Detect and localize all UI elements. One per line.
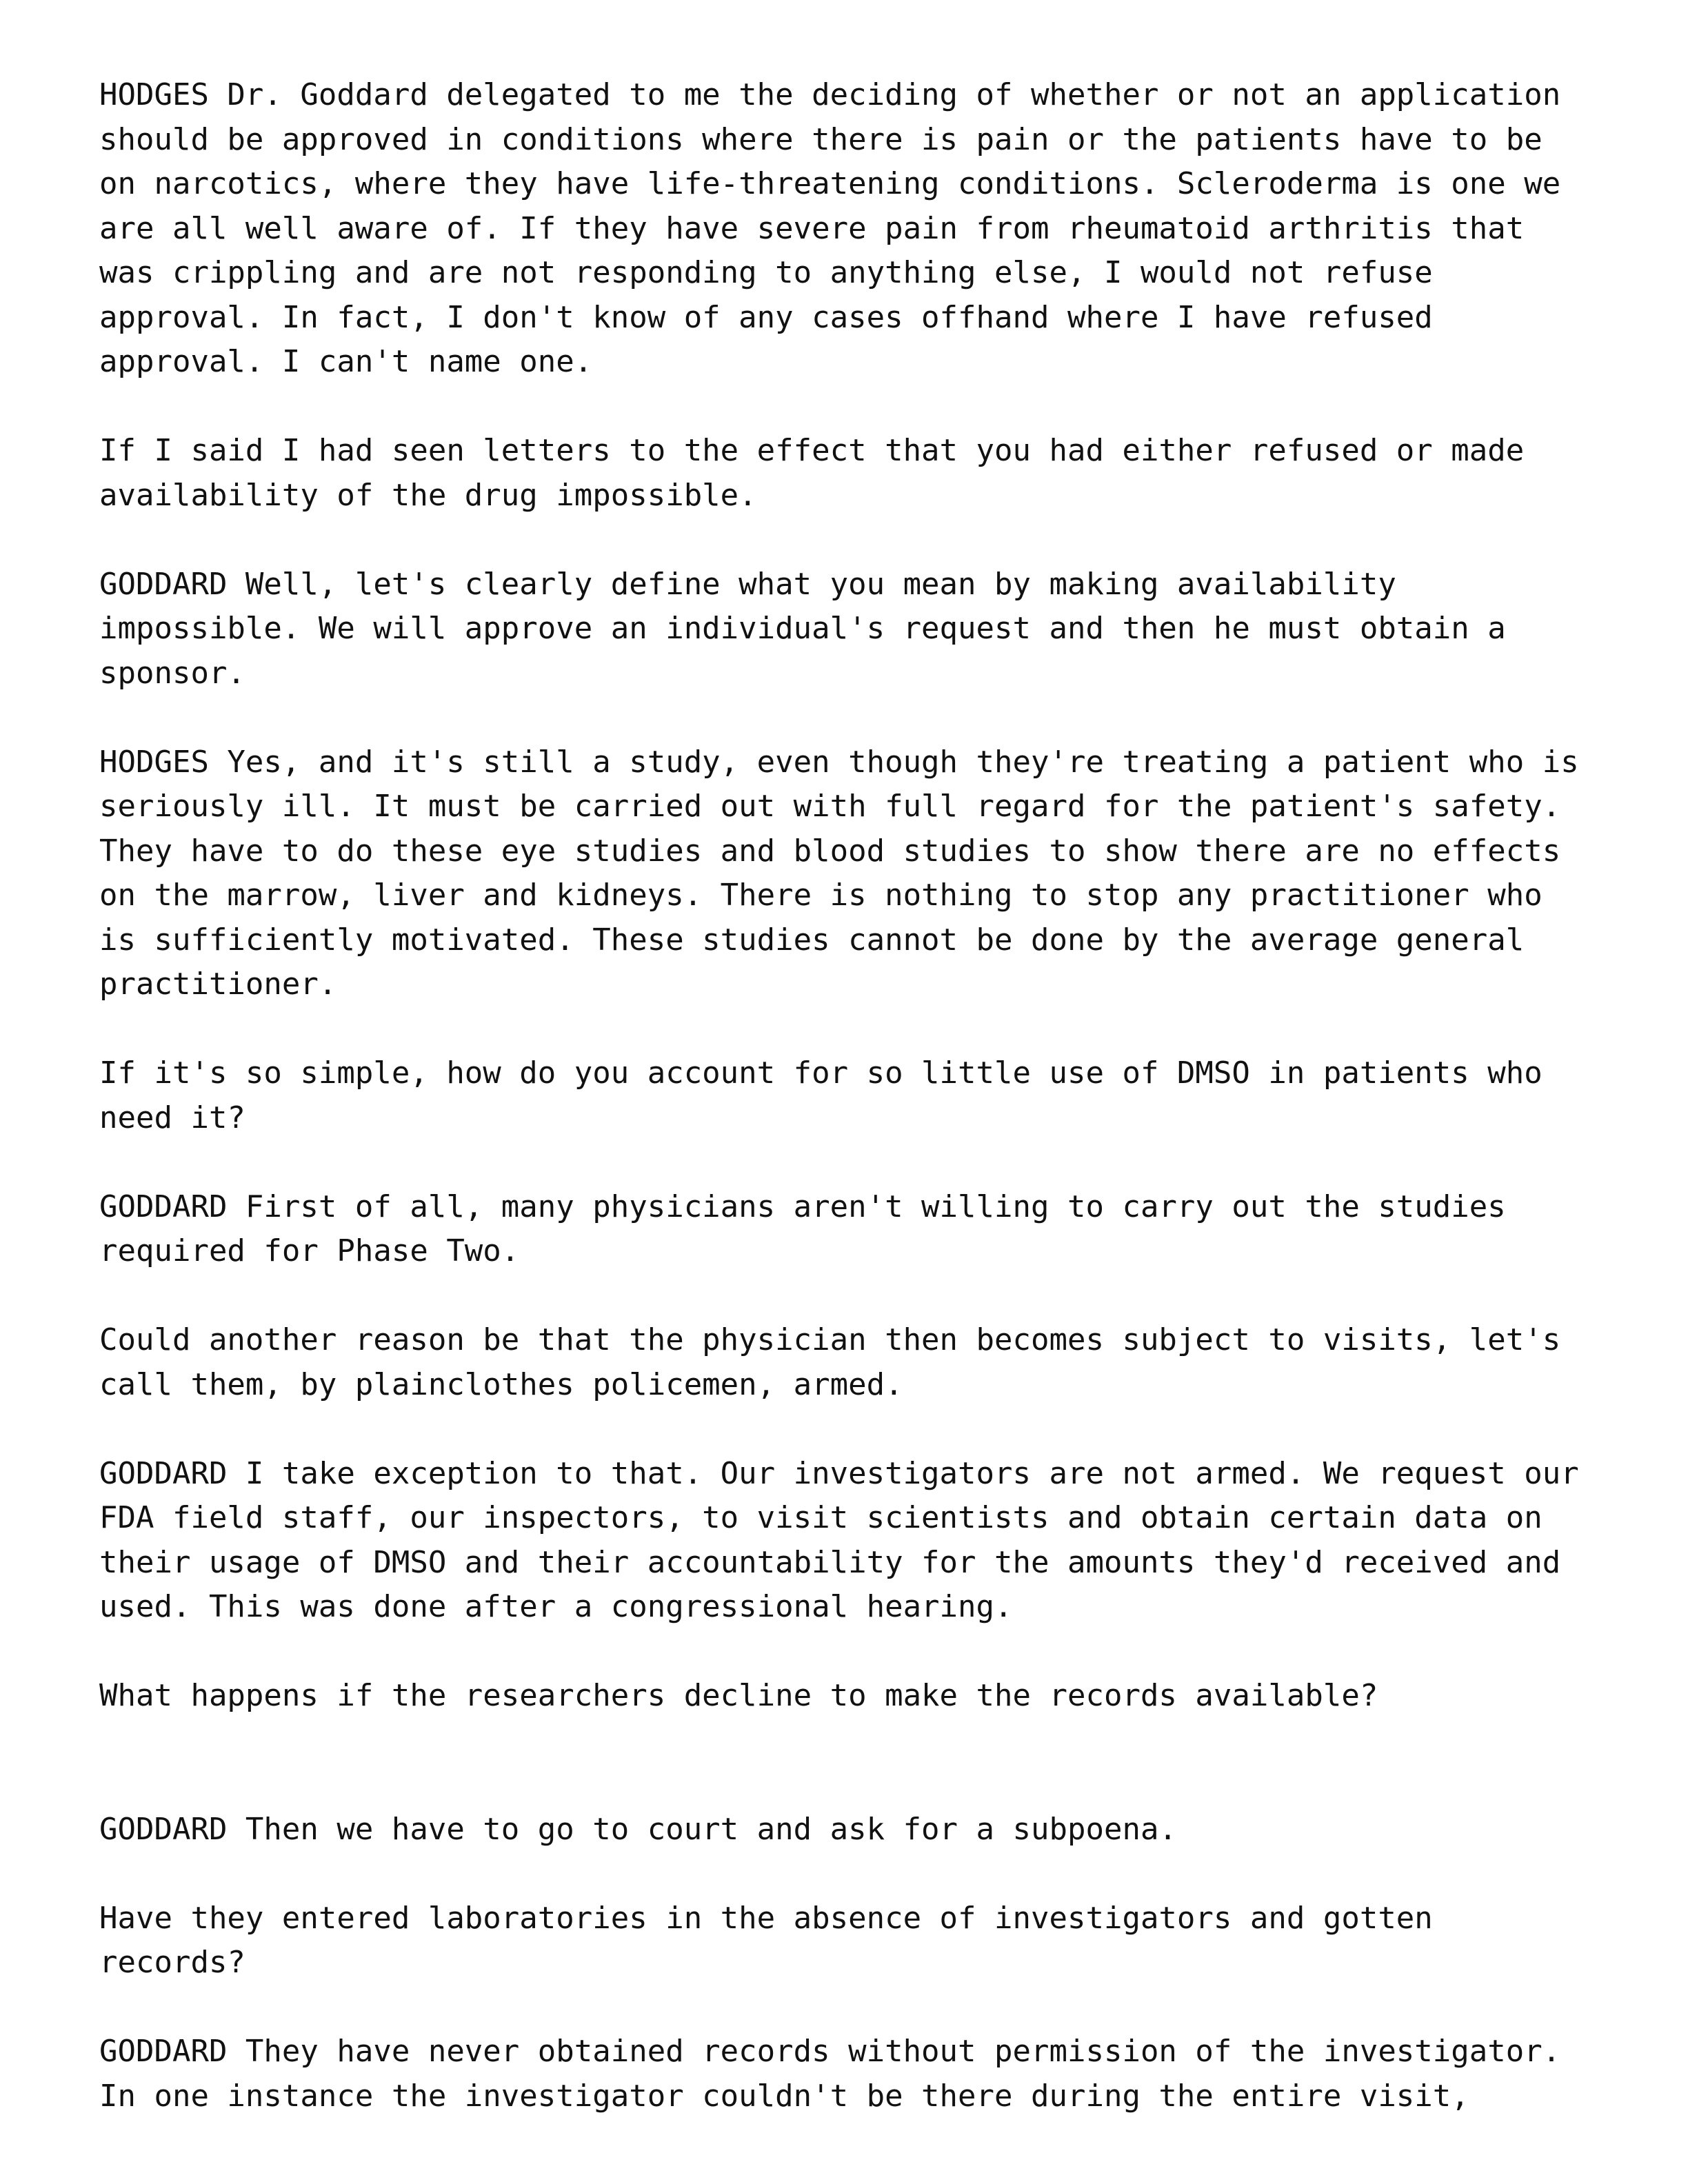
paragraph-2 bbox=[99, 429, 1616, 518]
text-line: GODDARD I take exception to that. Our investigators are not armed. We request our bbox=[99, 1455, 1579, 1491]
text-line: They have to do these eye studies and blood studies to show there are no effects bbox=[99, 833, 1561, 869]
text-line: required for Phase Two. bbox=[99, 1233, 520, 1268]
text-line: GODDARD Well, let's clearly define what you mean by making availability bbox=[99, 566, 1396, 602]
paragraph-3 bbox=[99, 563, 1616, 696]
paragraph-1 bbox=[99, 73, 1616, 385]
paragraph-11 bbox=[99, 1897, 1616, 1985]
text-line: If I said I had seen letters to the effect that you had either refused or made bbox=[99, 433, 1525, 468]
text-line: need it? bbox=[99, 1100, 245, 1135]
text-line: Could another reason be that the physician then becomes subject to visits, let's bbox=[99, 1322, 1561, 1357]
paragraph-7 bbox=[99, 1318, 1616, 1407]
text-line: FDA field staff, our inspectors, to visit scientists and obtain certain data on bbox=[99, 1500, 1543, 1535]
paragraph-10 bbox=[99, 1808, 1616, 1852]
text-line: GODDARD They have never obtained records without permission of the investigator. bbox=[99, 2034, 1561, 2069]
text-line: HODGES Yes, and it's still a study, even though they're treating a patient who is bbox=[99, 744, 1579, 780]
text-line: What happens if the researchers decline to make the records available? bbox=[99, 1678, 1378, 1713]
text-line: approval. In fact, I don't know of any cases offhand where I have refused bbox=[99, 299, 1433, 335]
text-line: In one instance the investigator couldn't be there during the entire visit, bbox=[99, 2078, 1469, 2114]
text-line: approval. I can't name one. bbox=[99, 344, 593, 379]
paragraph-6 bbox=[99, 1185, 1616, 1274]
text-line: HODGES Dr. Goddard delegated to me the deciding of whether or not an application bbox=[99, 77, 1561, 112]
text-line: on the marrow, liver and kidneys. There is nothing to stop any practitioner who bbox=[99, 878, 1543, 913]
paragraph-5 bbox=[99, 1051, 1616, 1140]
text-line: practitioner. bbox=[99, 967, 337, 1002]
text-line: impossible. We will approve an individual's request and then he must obtain a bbox=[99, 611, 1506, 646]
text-line: GODDARD Then we have to go to court and ask for a subpoena. bbox=[99, 1811, 1177, 1847]
text-line: was crippling and are not responding to anything else, I would not refuse bbox=[99, 255, 1433, 290]
text-line: on narcotics, where they have life-threatening conditions. Scleroderma is one we bbox=[99, 166, 1561, 201]
text-line: If it's so simple, how do you account for so little use of DMSO in patients who bbox=[99, 1055, 1543, 1091]
text-line: seriously ill. It must be carried out with full regard for the patient's safety. bbox=[99, 789, 1561, 824]
text-line: records? bbox=[99, 1945, 245, 1980]
document-page bbox=[99, 73, 1616, 2163]
text-line: GODDARD First of all, many physicians aren't willing to carry out the studies bbox=[99, 1189, 1506, 1224]
text-line: availability of the drug impossible. bbox=[99, 477, 757, 513]
text-line: is sufficiently motivated. These studies cannot be done by the average general bbox=[99, 922, 1525, 958]
text-line: should be approved in conditions where there is pain or the patients have to be bbox=[99, 121, 1543, 157]
paragraph-8 bbox=[99, 1452, 1616, 1630]
paragraph-9 bbox=[99, 1674, 1616, 1719]
paragraph-4 bbox=[99, 740, 1616, 1007]
text-line: their usage of DMSO and their accountability for the amounts they'd received and bbox=[99, 1544, 1561, 1580]
text-line: are all well aware of. If they have severe pain from rheumatoid arthritis that bbox=[99, 210, 1525, 246]
text-line: call them, by plainclothes policemen, armed. bbox=[99, 1366, 903, 1402]
text-line: sponsor. bbox=[99, 655, 245, 691]
paragraph-12 bbox=[99, 2030, 1616, 2119]
text-line: Have they entered laboratories in the absence of investigators and gotten bbox=[99, 1900, 1433, 1936]
text-line: used. This was done after a congressional hearing. bbox=[99, 1589, 1013, 1624]
